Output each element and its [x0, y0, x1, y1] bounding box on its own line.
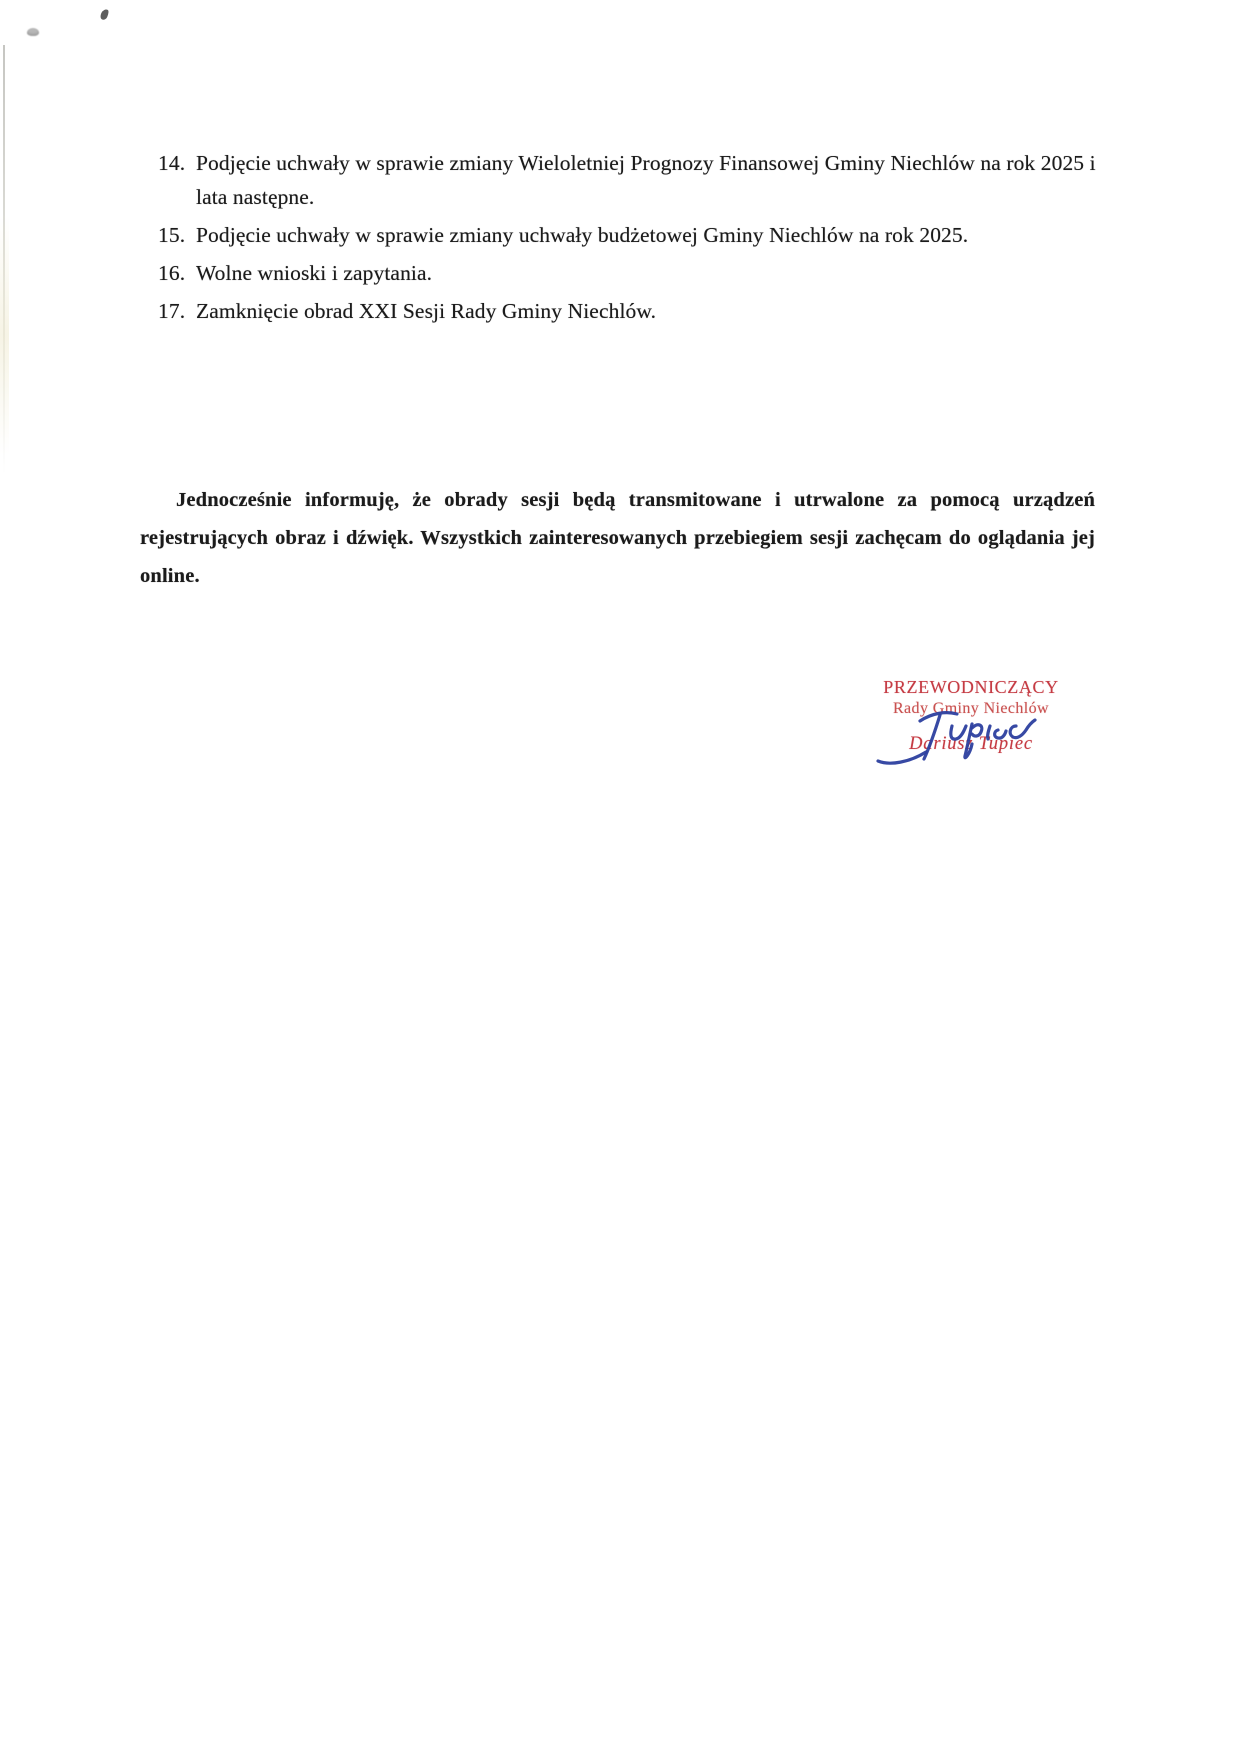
- signature-block: [866, 676, 1076, 755]
- agenda-item-number: 16.: [158, 261, 186, 285]
- agenda-item-text: Podjęcie uchwały w sprawie zmiany Wieloletniej Prognozy Finansowej Gminy Niechlów na rok 2025 i lata następne.: [196, 151, 1096, 209]
- agenda-item-text: Wolne wnioski i zapytania.: [196, 261, 433, 285]
- signature-title: PRZEWODNICZĄCY: [883, 677, 1059, 697]
- signature-printed-name: Dariusz Tupiec: [909, 734, 1033, 754]
- agenda-list: [158, 146, 1103, 332]
- broadcast-info-paragraph: Jednocześnie informuję, że obrady sesji będą transmitowane i utrwalone za pomocą urządzeń rejestrujących obraz i dźwięk. Wszystkich zainteresowanych przebiegiem sesji zachęcam do oglądania jej online.: [140, 488, 1095, 587]
- scan-edge-tint: [0, 215, 9, 455]
- agenda-item-number: 15.: [158, 223, 186, 247]
- agenda-item-number: 17.: [158, 299, 186, 323]
- agenda-item-number: 14.: [158, 151, 186, 175]
- agenda-item-text: Podjęcie uchwały w sprawie zmiany uchwały budżetowej Gminy Niechlów na rok 2025.: [196, 223, 969, 247]
- signature-organization: Rady Gminy Niechlów: [892, 700, 1050, 717]
- agenda-item-14: [158, 146, 1103, 214]
- agenda-item-17: [158, 294, 1103, 328]
- scan-speck-dark: [99, 8, 110, 21]
- agenda-item-16: [158, 256, 1103, 290]
- scan-speck-light: [27, 28, 39, 36]
- agenda-item-15: [158, 218, 1103, 252]
- agenda-item-text: Zamknięcie obrad XXI Sesji Rady Gminy Niechlów.: [196, 299, 657, 323]
